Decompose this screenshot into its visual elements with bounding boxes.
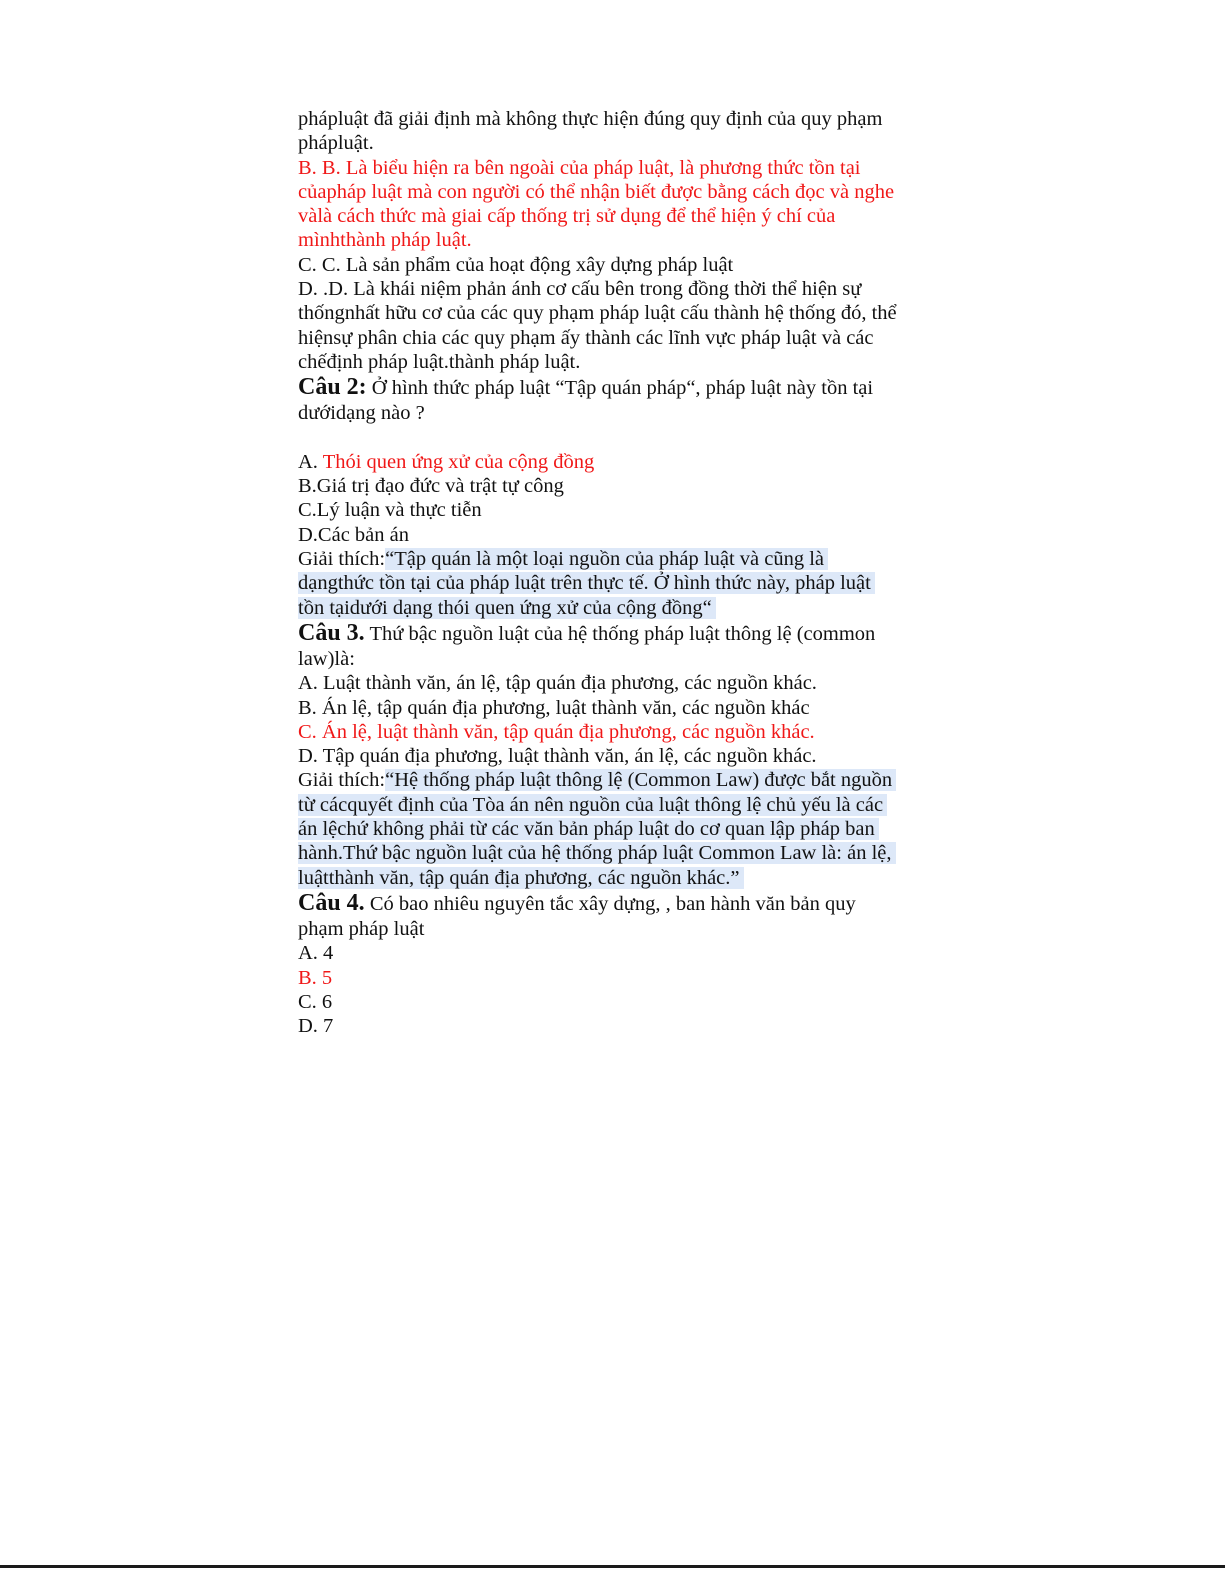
explanation-line bbox=[298, 817, 923, 841]
question-label: Câu 2: bbox=[298, 374, 367, 401]
option-d: D.Các bản án bbox=[298, 523, 409, 546]
option-d-line: thốngnhất hữu cơ của các quy phạm pháp luật cấu thành hệ thống đó, thể bbox=[298, 302, 897, 325]
explanation-line bbox=[298, 596, 923, 620]
question-text: dướidạng nào ? bbox=[298, 402, 425, 425]
highlighted-text: hành.Thứ bậc nguồn luật của hệ thống pháp luật Common Law là: án lệ, bbox=[298, 842, 896, 864]
highlighted-text: “Tập quán là một loại nguồn của pháp luật và cũng là bbox=[385, 548, 828, 570]
explanation-line bbox=[298, 768, 923, 792]
explanation-line bbox=[298, 571, 923, 595]
option-d: D. 7 bbox=[298, 1015, 334, 1038]
highlighted-text: dạngthức tồn tại của pháp luật trên thực tế. Ở hình thức này, pháp luật bbox=[298, 572, 875, 594]
option-b: B. Án lệ, tập quán địa phương, luật thành văn, các nguồn khác bbox=[298, 696, 810, 719]
option-d-line: D. .D. Là khái niệm phản ánh cơ cấu bên trong đồng thời thể hiện sự bbox=[298, 278, 862, 301]
option-a: A. 4 bbox=[298, 942, 334, 965]
correct-answer-line: vàlà cách thức mà giai cấp thống trị sử dụng để thể hiện ý chí của bbox=[298, 205, 836, 228]
question-label: Câu 4. bbox=[298, 889, 365, 916]
correct-answer-line: củapháp luật mà con người có thể nhận biết được bằng cách đọc và nghe bbox=[298, 180, 895, 203]
option-d: D. Tập quán địa phương, luật thành văn, án lệ, các nguồn khác. bbox=[298, 745, 817, 768]
explanation-line bbox=[298, 793, 923, 817]
question-label: Câu 3. bbox=[298, 619, 365, 646]
highlighted-text: tồn tạidưới dạng thói quen ứng xử của cộng đồng“ bbox=[298, 597, 716, 619]
correct-answer-line: B. B. Là biểu hiện ra bên ngoài của pháp luật, là phương thức tồn tại bbox=[298, 156, 861, 179]
explanation-prefix: Giải thích: bbox=[298, 548, 386, 571]
page-bottom-border bbox=[0, 1565, 1225, 1568]
question-4-heading bbox=[298, 890, 923, 917]
explanation-line bbox=[298, 866, 923, 890]
highlighted-text: án lệchứ không phải từ các văn bản pháp luật do cơ quan lập pháp ban bbox=[298, 818, 879, 840]
option-c: C. 6 bbox=[298, 990, 333, 1013]
option-b: B.Giá trị đạo đức và trật tự công bbox=[298, 475, 564, 498]
correct-answer-line: C. Án lệ, luật thành văn, tập quán địa phương, các nguồn khác. bbox=[298, 720, 815, 743]
option-prefix: A. bbox=[298, 450, 323, 473]
explanation-line bbox=[298, 547, 923, 571]
question-text: Ở hình thức pháp luật “Tập quán pháp“, pháp luật này tồn tại bbox=[366, 377, 874, 400]
intro-line: phápluật. bbox=[298, 132, 374, 155]
option-a: A. Luật thành văn, án lệ, tập quán địa phương, các nguồn khác. bbox=[298, 672, 817, 695]
blank-line bbox=[298, 426, 923, 450]
document-page bbox=[298, 107, 923, 1038]
option-d-line: chếđịnh pháp luật.thành pháp luật. bbox=[298, 350, 581, 373]
highlighted-text: từ cácquyết định của Tòa án nên nguồn của luật thông lệ chủ yếu là các bbox=[298, 794, 887, 816]
question-2-heading bbox=[298, 374, 923, 401]
question-3-heading bbox=[298, 620, 923, 647]
correct-answer-text: Thói quen ứng xử của cộng đồng bbox=[322, 450, 595, 473]
explanation-prefix: Giải thích: bbox=[298, 769, 386, 792]
question-text: law)là: bbox=[298, 647, 355, 670]
question-text: Thứ bậc nguồn luật của hệ thống pháp luật thông lệ (common bbox=[364, 622, 876, 645]
correct-answer-line: B. 5 bbox=[298, 966, 333, 989]
explanation-line bbox=[298, 841, 923, 865]
highlighted-text: luậtthành văn, tập quán địa phương, các nguồn khác.” bbox=[298, 867, 744, 889]
correct-answer-line: mìnhthành pháp luật. bbox=[298, 229, 472, 252]
question-text: Có bao nhiêu nguyên tắc xây dựng, , ban hành văn bản quy bbox=[364, 892, 856, 915]
option-c: C.Lý luận và thực tiễn bbox=[298, 499, 482, 522]
option-a bbox=[298, 450, 923, 474]
question-text: phạm pháp luật bbox=[298, 917, 425, 940]
option-c: C. C. Là sản phẩm của hoạt động xây dựng pháp luật bbox=[298, 253, 734, 276]
option-d-line: hiệnsự phân chia các quy phạm ấy thành các lĩnh vực pháp luật và các bbox=[298, 326, 874, 349]
intro-line: phápluật đã giải định mà không thực hiện đúng quy định của quy phạm bbox=[298, 108, 883, 130]
highlighted-text: “Hệ thống pháp luật thông lệ (Common Law) được bắt nguồn bbox=[385, 769, 896, 791]
